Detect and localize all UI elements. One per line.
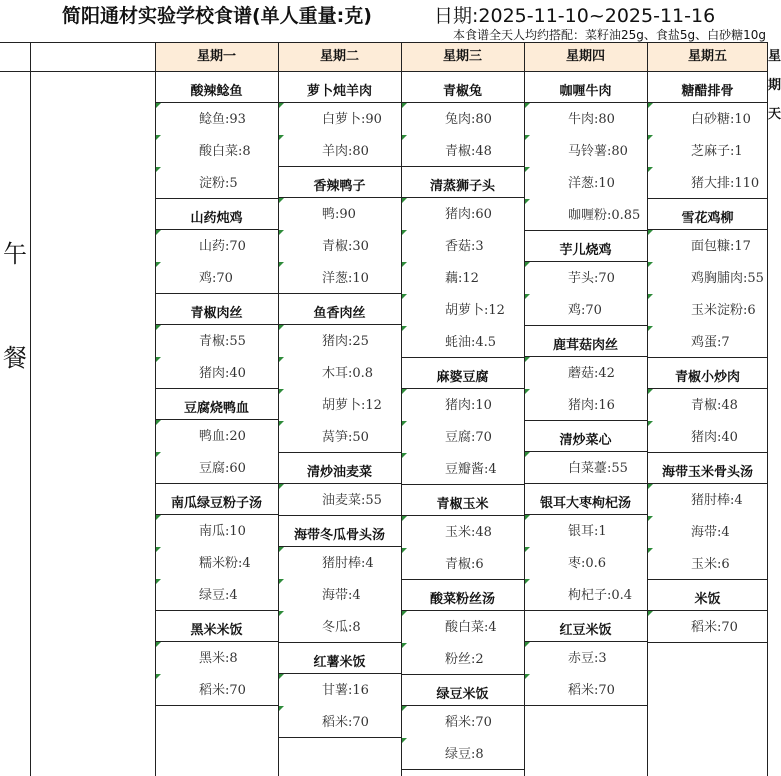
grid-line xyxy=(524,641,647,642)
cell-marker xyxy=(402,706,407,711)
cell-marker xyxy=(525,579,530,584)
ingredient: 淀粉:5 xyxy=(199,176,238,191)
ingredient: 香菇:3 xyxy=(445,239,484,254)
day-header: 星期五 xyxy=(687,49,727,64)
cell-marker xyxy=(279,357,284,362)
grid-line xyxy=(155,229,278,230)
grid-line xyxy=(278,515,401,516)
grid-line xyxy=(401,515,524,516)
ingredient: 粉丝:2 xyxy=(445,652,484,667)
cell-marker xyxy=(525,294,530,299)
grid-line xyxy=(155,705,278,706)
grid-line xyxy=(647,42,648,776)
dish-name: 青椒兔 xyxy=(442,84,482,99)
dish-name: 芋儿烧鸡 xyxy=(559,243,612,258)
cell-marker xyxy=(279,421,284,426)
cell-marker xyxy=(279,547,284,552)
ingredient: 青椒:6 xyxy=(445,557,484,572)
dish-name: 酸辣鲶鱼 xyxy=(190,84,243,99)
ingredient: 枸杞子:0.4 xyxy=(568,588,633,603)
cell-marker xyxy=(525,389,530,394)
dish-name: 咖喱牛肉 xyxy=(559,84,612,99)
day-header: 星期四 xyxy=(565,49,605,64)
ingredient: 稻米:70 xyxy=(322,715,369,730)
ingredient: 青椒:48 xyxy=(691,398,738,413)
cell-marker xyxy=(525,515,530,520)
cell-marker xyxy=(279,262,284,267)
cell-marker xyxy=(279,611,284,616)
cell-marker xyxy=(525,674,530,679)
cell-marker xyxy=(525,135,530,140)
grid-line xyxy=(524,325,647,326)
ingredient: 莴笋:50 xyxy=(322,430,369,445)
ingredient: 银耳:1 xyxy=(568,524,607,539)
grid-line xyxy=(155,483,278,484)
dish-name: 银耳大枣枸杞汤 xyxy=(539,496,631,511)
ingredient: 黑米:8 xyxy=(199,651,238,666)
grid-line xyxy=(647,452,768,453)
ingredient: 稻米:70 xyxy=(445,715,492,730)
grid-line xyxy=(278,324,401,325)
dish-name: 黑米米饭 xyxy=(190,623,243,638)
ingredient: 洋葱:10 xyxy=(322,271,369,286)
dish-name: 青椒肉丝 xyxy=(190,306,243,321)
grid-line xyxy=(524,610,647,611)
grid-line xyxy=(647,610,768,611)
grid-line xyxy=(401,388,524,389)
grid-line xyxy=(278,102,401,103)
ingredient: 猪大排:110 xyxy=(691,176,760,191)
ingredient: 玉米淀粉:6 xyxy=(691,303,756,318)
cell-marker xyxy=(156,325,161,330)
ingredient: 豆瓣酱:4 xyxy=(445,462,497,477)
grid-line xyxy=(30,42,31,776)
cell-marker xyxy=(648,484,653,489)
ingredient: 鸡蛋:7 xyxy=(691,335,730,350)
ingredient: 鸭:90 xyxy=(322,207,356,222)
cell-marker xyxy=(279,389,284,394)
meal-label: 午 xyxy=(3,240,27,268)
cell-marker xyxy=(279,135,284,140)
ingredient: 豆腐:60 xyxy=(199,461,246,476)
cell-marker xyxy=(279,579,284,584)
date-range: 日期:2025-11-10~2025-11-16 xyxy=(434,5,716,27)
ingredient: 芝麻子:1 xyxy=(691,144,743,159)
grid-line xyxy=(155,641,278,642)
dish-name: 青椒小炒肉 xyxy=(674,370,740,385)
grid-line xyxy=(155,198,278,199)
dish-name: 海带玉米骨头汤 xyxy=(661,465,753,480)
grid-line xyxy=(524,230,647,231)
cell-marker xyxy=(156,547,161,552)
dish-name: 酸菜粉丝汤 xyxy=(429,592,495,607)
dish-name: 绿豆米饭 xyxy=(436,687,489,702)
ingredient: 青椒:55 xyxy=(199,334,246,349)
grid-line xyxy=(155,610,278,611)
ingredient: 绿豆:4 xyxy=(199,588,238,603)
cell-marker xyxy=(156,135,161,140)
ingredient: 猪肘棒:4 xyxy=(322,556,374,571)
grid-line xyxy=(278,166,401,167)
cell-marker xyxy=(648,516,653,521)
ingredient: 甘薯:16 xyxy=(322,683,369,698)
ingredient: 白萝卜:90 xyxy=(322,112,382,127)
cell-marker xyxy=(279,325,284,330)
cell-marker xyxy=(279,674,284,679)
grid-line xyxy=(524,102,647,103)
dish-name: 鱼香肉丝 xyxy=(313,306,366,321)
ingredient: 稻米:70 xyxy=(199,683,246,698)
cell-marker xyxy=(648,548,653,553)
ingredient: 玉米:48 xyxy=(445,525,492,540)
ingredient: 鸡胸脯肉:55 xyxy=(691,271,764,286)
grid-line xyxy=(401,769,524,770)
cell-marker xyxy=(648,167,653,172)
grid-line xyxy=(155,388,278,389)
cell-marker xyxy=(279,706,284,711)
ingredient: 稻米:70 xyxy=(691,620,738,635)
dish-name: 红豆米饭 xyxy=(559,623,612,638)
grid-line xyxy=(278,546,401,547)
cell-marker xyxy=(402,548,407,553)
grid-line xyxy=(278,642,401,643)
cell-marker xyxy=(402,611,407,616)
cell-marker xyxy=(156,103,161,108)
grid-line xyxy=(647,388,768,389)
ingredient: 酸白菜:4 xyxy=(445,620,497,635)
grid-line xyxy=(0,71,768,72)
cell-marker xyxy=(525,262,530,267)
cell-marker xyxy=(402,326,407,331)
day-header: 星期天 xyxy=(768,49,781,122)
day-header: 星期一 xyxy=(196,49,236,64)
ingredient: 芋头:70 xyxy=(568,271,615,286)
day-header: 星期三 xyxy=(442,49,482,64)
grid-line xyxy=(647,198,768,199)
cell-marker xyxy=(156,167,161,172)
ingredient: 酸白菜:8 xyxy=(199,144,251,159)
cell-marker xyxy=(402,135,407,140)
cell-marker xyxy=(648,230,653,235)
grid-line xyxy=(401,674,524,675)
cell-marker xyxy=(402,230,407,235)
cell-marker xyxy=(156,515,161,520)
cell-marker xyxy=(156,579,161,584)
grid-line xyxy=(401,357,524,358)
ingredient: 枣:0.6 xyxy=(568,556,607,571)
grid-line xyxy=(524,42,525,776)
grid-line xyxy=(278,673,401,674)
ingredient: 稻米:70 xyxy=(568,683,615,698)
grid-line xyxy=(647,357,768,358)
grid-line xyxy=(524,356,647,357)
grid-line xyxy=(401,705,524,706)
grid-line xyxy=(278,293,401,294)
ingredient: 豆腐:70 xyxy=(445,430,492,445)
ingredient: 冬瓜:8 xyxy=(322,620,361,635)
ingredient: 猪肘棒:4 xyxy=(691,493,743,508)
cell-marker xyxy=(525,167,530,172)
dish-name: 糖醋排骨 xyxy=(681,84,734,99)
cell-marker xyxy=(279,103,284,108)
cell-marker xyxy=(525,357,530,362)
ingredient: 白砂糖:10 xyxy=(691,112,751,127)
cell-marker xyxy=(156,642,161,647)
day-header: 星期二 xyxy=(319,49,359,64)
cell-marker xyxy=(648,421,653,426)
ingredient: 咖喱粉:0.85 xyxy=(568,208,641,223)
grid-line xyxy=(524,261,647,262)
cell-marker xyxy=(279,198,284,203)
dish-name: 米饭 xyxy=(694,592,721,607)
ingredient: 猪肉:60 xyxy=(445,207,492,222)
cell-marker xyxy=(402,421,407,426)
cell-marker xyxy=(648,389,653,394)
grid-line xyxy=(401,166,524,167)
cell-marker xyxy=(648,135,653,140)
nutrition-note: 本食谱全天人均约搭配：菜籽油25g、食盐5g、白砂糖10g xyxy=(452,28,766,42)
ingredient: 猪肉:16 xyxy=(568,398,615,413)
grid-line xyxy=(278,483,401,484)
ingredient: 藕:12 xyxy=(445,271,479,286)
ingredient: 南瓜:10 xyxy=(199,524,246,539)
grid-line xyxy=(647,102,768,103)
grid-line xyxy=(524,420,647,421)
cell-marker xyxy=(402,389,407,394)
cell-marker xyxy=(525,642,530,647)
ingredient: 鸭血:20 xyxy=(199,429,246,444)
grid-line xyxy=(647,229,768,230)
grid-line xyxy=(401,610,524,611)
cell-marker xyxy=(648,262,653,267)
ingredient: 糯米粉:4 xyxy=(199,556,251,571)
ingredient: 山药:70 xyxy=(199,239,246,254)
ingredient: 青椒:30 xyxy=(322,239,369,254)
dish-name: 香辣鸭子 xyxy=(313,179,366,194)
dish-name: 山药炖鸡 xyxy=(190,211,243,226)
dish-name: 麻婆豆腐 xyxy=(436,370,489,385)
cell-marker xyxy=(279,230,284,235)
ingredient: 青椒:48 xyxy=(445,144,492,159)
grid-line xyxy=(647,642,768,643)
cell-marker xyxy=(402,453,407,458)
ingredient: 洋葱:10 xyxy=(568,176,615,191)
ingredient: 兔肉:80 xyxy=(445,112,492,127)
cell-marker xyxy=(156,674,161,679)
dish-name: 南瓜绿豆粉子汤 xyxy=(170,496,262,511)
ingredient: 猪肉:25 xyxy=(322,334,369,349)
ingredient: 猪肉:40 xyxy=(691,430,738,445)
grid-line xyxy=(278,197,401,198)
dish-name: 红薯米饭 xyxy=(313,655,366,670)
cell-marker xyxy=(402,643,407,648)
ingredient: 木耳:0.8 xyxy=(322,366,374,381)
cell-marker xyxy=(525,199,530,204)
grid-line xyxy=(401,484,524,485)
dish-name: 雪花鸡柳 xyxy=(681,211,734,226)
dish-name: 萝卜炖羊肉 xyxy=(306,84,372,99)
grid-line xyxy=(647,483,768,484)
grid-line xyxy=(155,419,278,420)
ingredient: 面包糠:17 xyxy=(691,239,751,254)
grid-line xyxy=(155,293,278,294)
ingredient: 猪肉:40 xyxy=(199,366,246,381)
cell-marker xyxy=(402,103,407,108)
page-title: 简阳通材实验学校食谱(单人重量:克) xyxy=(62,5,372,27)
ingredient: 马铃薯:80 xyxy=(568,144,628,159)
dish-name: 清蒸狮子头 xyxy=(429,179,495,194)
cell-marker xyxy=(648,294,653,299)
dish-name: 鹿茸菇肉丝 xyxy=(552,338,618,353)
grid-line xyxy=(401,579,524,580)
ingredient: 蚝油:4.5 xyxy=(445,335,497,350)
grid-line xyxy=(278,452,401,453)
grid-line xyxy=(278,737,401,738)
ingredient: 胡萝卜:12 xyxy=(445,303,505,318)
ingredient: 牛肉:80 xyxy=(568,112,615,127)
ingredient: 蘑菇:42 xyxy=(568,366,615,381)
cell-marker xyxy=(402,262,407,267)
cell-marker xyxy=(156,420,161,425)
ingredient: 白菜薹:55 xyxy=(568,461,628,476)
cell-marker xyxy=(402,294,407,299)
ingredient: 海带:4 xyxy=(691,525,730,540)
ingredient: 海带:4 xyxy=(322,588,361,603)
cell-marker xyxy=(402,738,407,743)
grid-line xyxy=(647,579,768,580)
cell-marker xyxy=(156,230,161,235)
dish-name: 清炒菜心 xyxy=(559,433,612,448)
grid-line xyxy=(524,451,647,452)
grid-line xyxy=(155,324,278,325)
ingredient: 羊肉:80 xyxy=(322,144,369,159)
cell-marker xyxy=(648,611,653,616)
ingredient: 鲶鱼:93 xyxy=(199,112,246,127)
ingredient: 胡萝卜:12 xyxy=(322,398,382,413)
cell-marker xyxy=(525,103,530,108)
cell-marker xyxy=(648,326,653,331)
grid-line xyxy=(767,42,768,776)
dish-name: 清炒油麦菜 xyxy=(306,465,372,480)
ingredient: 鸡:70 xyxy=(199,271,233,286)
dish-name: 青椒玉米 xyxy=(436,497,489,512)
cell-marker xyxy=(525,452,530,457)
cell-marker xyxy=(279,484,284,489)
cell-marker xyxy=(156,357,161,362)
ingredient: 绿豆:8 xyxy=(445,747,484,762)
grid-line xyxy=(401,102,524,103)
cell-marker xyxy=(156,452,161,457)
grid-line xyxy=(524,514,647,515)
grid-line xyxy=(524,705,647,706)
ingredient: 油麦菜:55 xyxy=(322,493,382,508)
grid-line xyxy=(401,197,524,198)
grid-line xyxy=(524,483,647,484)
ingredient: 赤豆:3 xyxy=(568,651,607,666)
cell-marker xyxy=(648,103,653,108)
grid-line xyxy=(401,42,402,776)
dish-name: 豆腐烧鸭血 xyxy=(183,401,249,416)
cell-marker xyxy=(402,516,407,521)
dish-name: 海带冬瓜骨头汤 xyxy=(293,528,385,543)
cell-marker xyxy=(156,262,161,267)
ingredient: 玉米:6 xyxy=(691,557,730,572)
ingredient: 鸡:70 xyxy=(568,303,602,318)
ingredient: 猪肉:10 xyxy=(445,398,492,413)
cell-marker xyxy=(402,198,407,203)
grid-line xyxy=(155,102,278,103)
cell-marker xyxy=(525,547,530,552)
meal-label: 餐 xyxy=(3,344,27,372)
grid-line xyxy=(155,514,278,515)
